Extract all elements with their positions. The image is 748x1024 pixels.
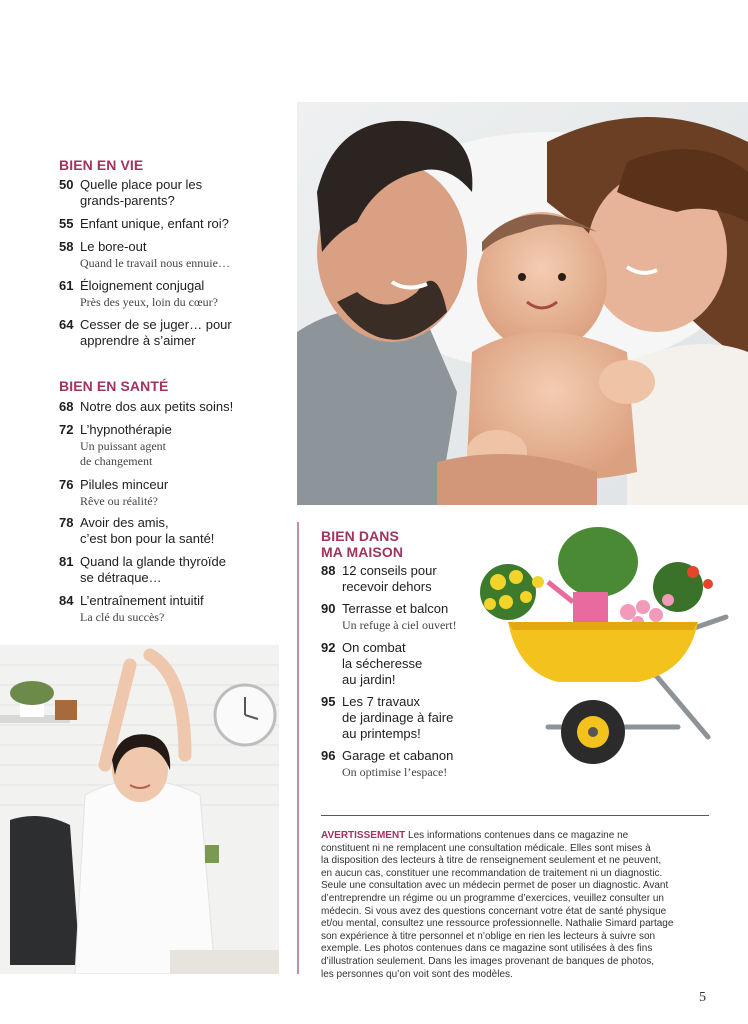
page-number: 72 (59, 422, 74, 437)
page-number: 68 (59, 399, 74, 414)
entry-title: L’entraînement intuitif (80, 593, 204, 608)
entry-subtitle: Près des yeux, loin du cœur? (80, 295, 218, 309)
entry-title: Garage et cabanon (342, 748, 454, 763)
disclaimer-line: médecin. Si vous avez des questions concernant votre état de santé physique (321, 905, 667, 917)
section-title-bien-dans-ma-maison: BIEN DANS MA MAISON (321, 528, 404, 560)
page-number: 76 (59, 477, 74, 492)
entry-title: Quand la glande thyroïde se détraque… (80, 554, 226, 585)
warning-divider (321, 815, 709, 816)
wheelbarrow-illustration (478, 522, 736, 787)
page-folio: 5 (699, 990, 706, 1005)
disclaimer-line: en aucun cas, constituer une recommandation de traitement ni un diagnostic. (321, 867, 663, 879)
page-number: 88 (321, 563, 336, 578)
disclaimer-line: et/ou mental, consultez une ressource professionnelle. Nathalie Simard partage (321, 918, 674, 930)
entry-title: L’hypnothérapie (80, 422, 172, 437)
disclaimer-line: les personnes qu’on voit sont des modèles. (321, 968, 513, 980)
page-number: 95 (321, 694, 336, 709)
entry-title: Les 7 travaux de jardinage à faire au printemps! (342, 694, 454, 741)
entry-title: Éloignement conjugal (80, 278, 205, 293)
page-number: 61 (59, 278, 74, 293)
entry-subtitle: La clé du succès? (80, 610, 165, 624)
disclaimer-line: d’entreprendre un régime ou un programme d’exercices, veuillez consulter un (321, 892, 664, 904)
entry-title: Avoir des amis, c’est bon pour la santé! (80, 515, 215, 546)
entry-title: Enfant unique, enfant roi? (80, 216, 229, 231)
page-number: 78 (59, 515, 74, 530)
entry-title: Terrasse et balcon (342, 601, 449, 616)
page-number: 64 (59, 317, 74, 332)
disclaimer-line: la disposition des lecteurs à titre de renseignement seulement et ne peuvent, (321, 855, 662, 867)
entry-subtitle: Quand le travail nous ennuie… (80, 256, 230, 270)
entry-title: Le bore-out (80, 239, 147, 254)
section-divider-left (297, 522, 299, 974)
disclaimer-line: constituent ni ne remplacent une consultation médicale. Elles sont mises à (321, 842, 651, 854)
disclaimer-line-text: Les informations contenues dans ce magazine ne (405, 830, 629, 841)
page-number: 84 (59, 593, 74, 608)
entry-title: On combat la sécheresse au jardin! (342, 640, 423, 687)
entry-title: Pilules minceur (80, 477, 169, 492)
page-number: 55 (59, 216, 74, 231)
entry-title: 12 conseils pour recevoir dehors (342, 563, 437, 594)
disclaimer-line: d’illustration seulement. Dans les images provenant de banques de photos, (321, 955, 654, 967)
disclaimer-title: AVERTISSEMENT (321, 830, 406, 841)
entry-title: Cesser de se juger… pour apprendre à s’aimer (80, 317, 232, 348)
page-number: 90 (321, 601, 336, 616)
section-title-bien-en-vie: BIEN EN VIE (59, 157, 144, 173)
entry-subtitle: Un refuge à ciel ouvert! (342, 618, 457, 632)
entry-title: Notre dos aux petits soins! (80, 399, 234, 414)
disclaimer-line: son expérience à titre personnel et n’oblige en rien les lecteurs à suivre son (321, 930, 656, 942)
disclaimer-line: exemple. Les photos contenues dans ce magazine sont utilisées à des fins (321, 943, 653, 955)
entry-title: Quelle place pour les grands-parents? (80, 177, 203, 208)
page-number: 81 (59, 554, 74, 569)
family-photo (297, 102, 748, 505)
page-number: 92 (321, 640, 336, 655)
entry-subtitle: Un puissant agent de changement (80, 439, 166, 468)
entry-subtitle: On optimise l’espace! (342, 765, 448, 779)
disclaimer-line: Seule une consultation avec un médecin permet de poser un diagnostic. Avant (321, 880, 669, 892)
disclaimer-block (321, 830, 721, 981)
section-title-bien-en-sante: BIEN EN SANTÉ (59, 378, 169, 394)
page-number: 50 (59, 177, 74, 192)
page-number: 58 (59, 239, 74, 254)
disclaimer-line (321, 830, 721, 843)
stretching-woman-photo (0, 645, 279, 974)
page-number: 96 (321, 748, 336, 763)
entry-subtitle: Rêve ou réalité? (80, 494, 158, 508)
